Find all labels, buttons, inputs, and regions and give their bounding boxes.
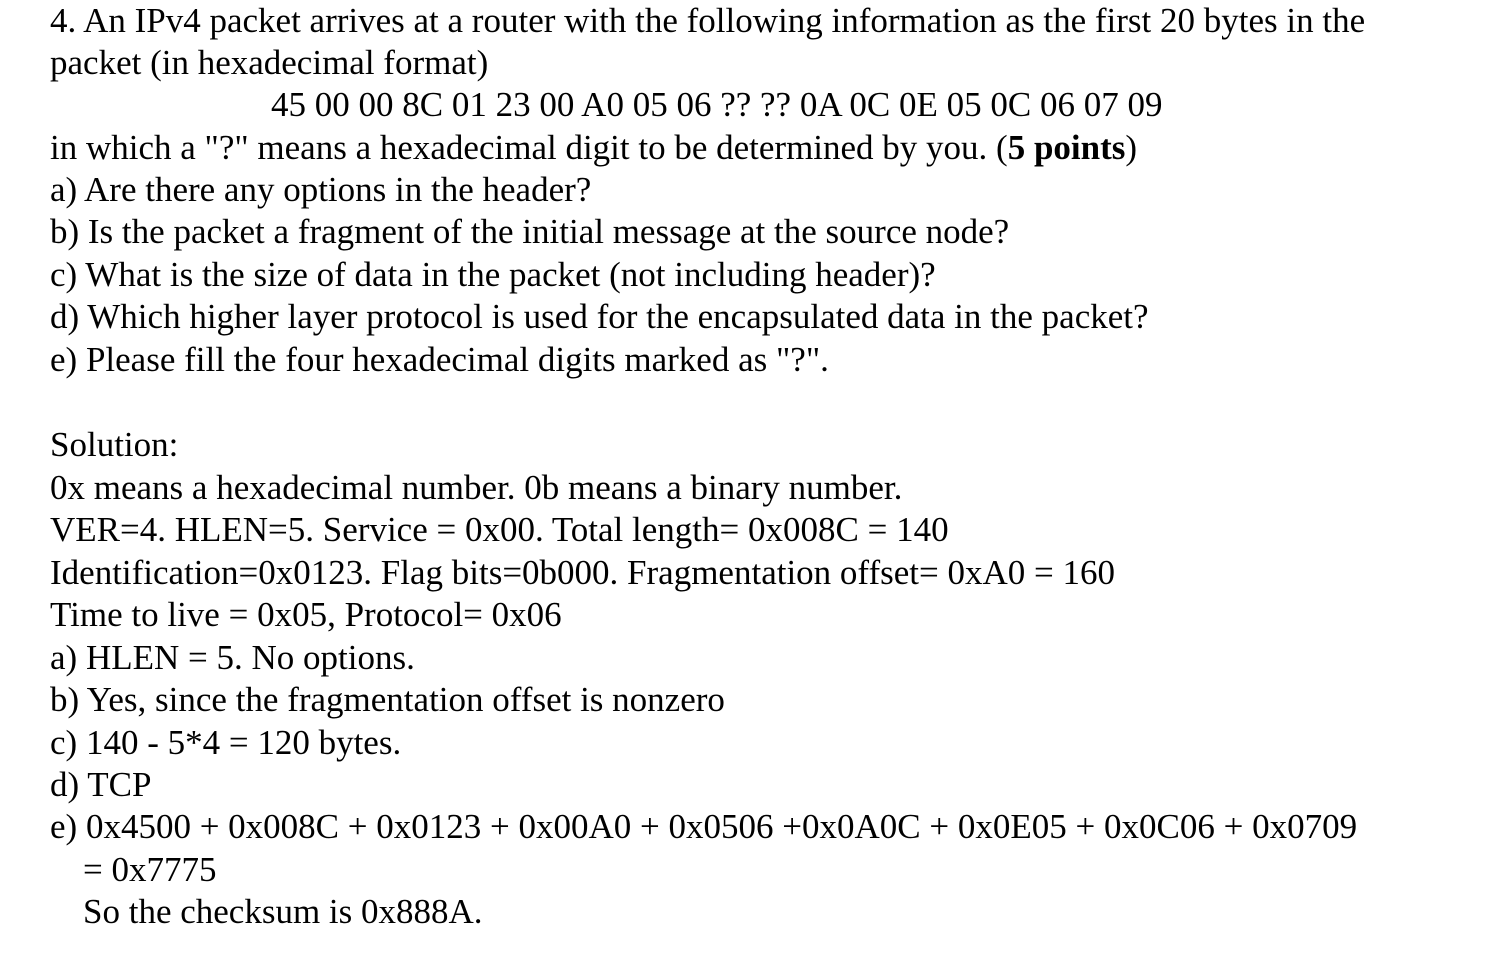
question-item-b: b) Is the packet a fragment of the initial message at the source node? [50, 212, 1010, 251]
question-item-d: d) Which higher layer protocol is used for the encapsulated data in the packet? [50, 297, 1149, 336]
question-line-1: 4. An IPv4 packet arrives at a router with the following information as the first 20 bytes in the [50, 1, 1366, 40]
solution-answer-c: c) 140 - 5*4 = 120 bytes. [50, 723, 402, 762]
solution-answer-e: e) 0x4500 + 0x008C + 0x0123 + 0x00A0 + 0x0506 +0x0A0C + 0x0E05 + 0x0C06 + 0x0709 [50, 807, 1358, 846]
question-line-2: packet (in hexadecimal format) [50, 43, 489, 82]
solution-line-4: Time to live = 0x05, Protocol= 0x06 [50, 595, 562, 634]
solution-line-3: Identification=0x0123. Flag bits=0b000. Fragmentation offset= 0xA0 = 160 [50, 553, 1115, 592]
question-item-c: c) What is the size of data in the packet (not including header)? [50, 255, 936, 294]
question-item-e: e) Please fill the four hexadecimal digits marked as "?". [50, 340, 829, 379]
solution-line-2: VER=4. HLEN=5. Service = 0x00. Total length= 0x008C = 140 [50, 510, 949, 549]
solution-line-1: 0x means a hexadecimal number. 0b means a binary number. [50, 468, 903, 507]
instruction-suffix: ) [1125, 128, 1138, 167]
solution-answer-b: b) Yes, since the fragmentation offset is nonzero [50, 680, 725, 719]
solution-checksum: So the checksum is 0x888A. [83, 892, 483, 931]
hex-bytes-line: 45 00 00 8C 01 23 00 A0 05 06 ?? ?? 0A 0C 0E 05 0C 06 07 09 [271, 85, 1163, 124]
points-label: 5 points [1007, 128, 1126, 167]
question-instruction-line [50, 127, 1137, 169]
solution-sum-result: = 0x7775 [83, 850, 217, 889]
solution-answer-a: a) HLEN = 5. No options. [50, 638, 415, 677]
instruction-prefix: in which a "?" means a hexadecimal digit to be determined by you. ( [50, 128, 1008, 167]
solution-answer-d: d) TCP [50, 765, 152, 804]
solution-heading: Solution: [50, 425, 179, 464]
question-item-a: a) Are there any options in the header? [50, 170, 592, 209]
